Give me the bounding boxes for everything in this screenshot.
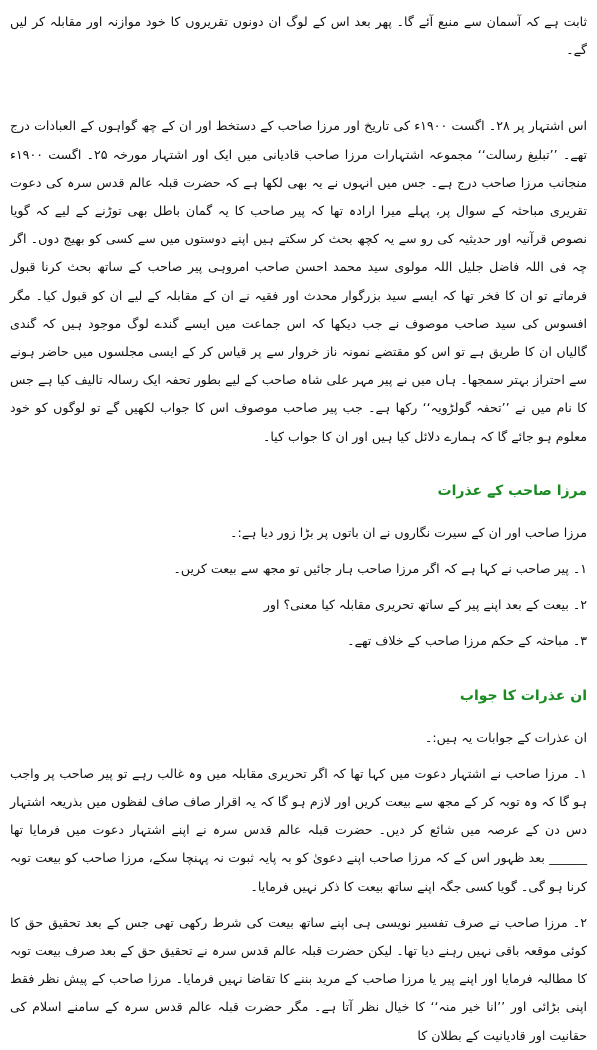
reason-item-2: ۲۔ بیعت کے بعد اپنے پیر کے ساتھ تحریری مقابلہ کیا معنی؟ اور bbox=[263, 597, 587, 613]
spacer bbox=[10, 619, 587, 627]
answers-intro: ان عذرات کے جوابات یہ ہیں:۔ bbox=[425, 729, 587, 745]
spacer bbox=[10, 451, 587, 477]
document-page bbox=[10, 8, 587, 1050]
section-heading-excuses: مرزا صاحب کے عذرات bbox=[437, 482, 587, 499]
section-heading-answers: ان عذرات کا جواب bbox=[459, 687, 587, 704]
answer-paragraph-2: ۲۔ مرزا صاحب نے صرف تفسیر نویسی ہی اپنے ساتھ بیعت کی شرط رکھی تھی جس کے بعد تحقیق حق کا کوئی موقعہ باقی نہیں رہنے دیا تھا۔ لیکن حضرت قبلہ عالم قدس سرہ نے تحقیق حق کے بعد صرف بیعت توبہ کا مطالبہ فرمایا اور اپنے پیر یا مرزا صاحب کے مرید بننے کا تقاضا نہیں فرمایا۔ مرزا صاحب کے پیش نظر فقط اپنی بڑائی اور ’’انا خیر منہ‘‘ کا خیال نظر آتا ہے۔ مگر حضرت قبلہ عالم قدس سرہ کے سامنے اسلام کی حقانیت اور قادیانیت کے بطلان کا bbox=[10, 914, 587, 1043]
body-paragraph-1: اس اشتہار پر ۲۸۔ اگست ۱۹۰۰ء کی تاریخ اور مرزا صاحب کے دستخط اور ان کے چھ گواہوں کے العبادات درج تھے۔ ’’تبلیغ رسالت‘‘ مجموعہ اشتہارات مرزا صاحب قادیانی میں ایک اور اشتہار مورخہ ۲۵۔ اگست ۱۹۰۰ء منجانب مرزا صاحب درج ہے۔ جس میں انہوں نے یہ بھی لکھا ہے کہ حضرت قبلہ عالم قدس سرہ کی دعوت تقریری مباحثہ کے سوال پر، پہلے میرا ارادہ تھا کہ پیر صاحب کا یہ گمان باطل بھی توڑنے کے لیے کہ گویا نصوص قرآنیہ اور حدیثیہ کی رو سے یہ کچھ بحث کر سکتے ہیں اپنے دوستوں میں سے کسی کو بھیج دوں۔ اگر چہ فی اللہ فاضل جلیل اللہ مولوی سید محمد احسن صاحب امروہی پیر صاحب کے ساتھ بحث کرنا قبول فرماتے تو ان کا فخر تھا کہ ایسے سید بزرگوار محدث اور فقیہ نے ان کے مقابلہ کے لیے ان کو قبول کیا۔ مگر افسوس کی سید صاحب موصوف نے جب دیکھا کہ اس جماعت میں ایسے گندے لوگ موجود ہیں کہ گندی گالیاں ان کا طریق ہے تو اس کو مقتضے نمونہ ناز خروار سے پر قیاس کر کے ایسی مجلسوں میں حاضر ہونے سے احتراز بہتر سمجھا۔ ہاں میں نے پیر مہر علی شاہ صاحب کے لیے بطور تحفہ ایک رسالہ تالیف کیا ہے جس کا نام میں نے ’’تحفہ گولڑویہ‘‘ رکھا ہے۔ جب پیر صاحب موصوف اس کا جواب لکھیں گے تو لوگوں کو خود معلوم ہو جائے گا کہ ہمارے دلائل کیا ہیں اور ان کا جواب کیا۔ bbox=[10, 118, 588, 444]
spacer bbox=[10, 710, 587, 724]
spacer bbox=[10, 505, 587, 519]
reason-item-3: ۳۔ مباحثہ کے حکم مرزا صاحب کے خلاف تھے۔ bbox=[347, 633, 587, 649]
intro-line: ثابت ہے کہ آسمان سے منبع آئے گا۔ پھر بعد اس کے لوگ ان دونوں تقریروں کا خود موازنہ اور مقابلہ کر لیں گے۔ bbox=[10, 14, 587, 58]
spacer bbox=[10, 64, 587, 112]
spacer bbox=[10, 752, 587, 760]
spacer bbox=[10, 656, 587, 682]
spacer bbox=[10, 547, 587, 555]
answer-paragraph-1: ۱۔ مرزا صاحب نے اشتہار دعوت میں کہا تھا کہ اگر تحریری مقابلہ میں وہ غالب رہے تو پیر صاحب پر واجب ہو گا کہ وہ توبہ کر کے مجھ سے بیعت کریں اور لازم ہو گا کہ یہ اقرار صاف صاف لفظوں میں بذریعہ اشتہار دس دن کے عرصہ میں شائع کر دیں۔ حضرت قبلہ عالم قدس سرہ نے اپنے اشتہار دعوت میں فرمایا تھا ______ بعد ظہور اس کے کہ مرزا صاحب اپنے دعویٰ کو بہ پایہ ثبوت نہ پہنچا سکے، مرزا صاحب کو بیعت توبہ کرنا ہو گی۔ گویا کسی جگہ اپنے ساتھ بیعت کا ذکر نہیں فرمایا۔ bbox=[10, 765, 587, 894]
reason-item-1: ۱۔ پیر صاحب نے کہا ہے کہ اگر مرزا صاحب ہار جائیں تو مجھ سے بیعت کریں۔ bbox=[173, 561, 587, 577]
spacer bbox=[10, 583, 587, 591]
spacer bbox=[10, 901, 587, 909]
reasons-intro: مرزا صاحب اور ان کے سیرت نگاروں نے ان باتوں پر بڑا زور دیا ہے:۔ bbox=[230, 524, 587, 540]
